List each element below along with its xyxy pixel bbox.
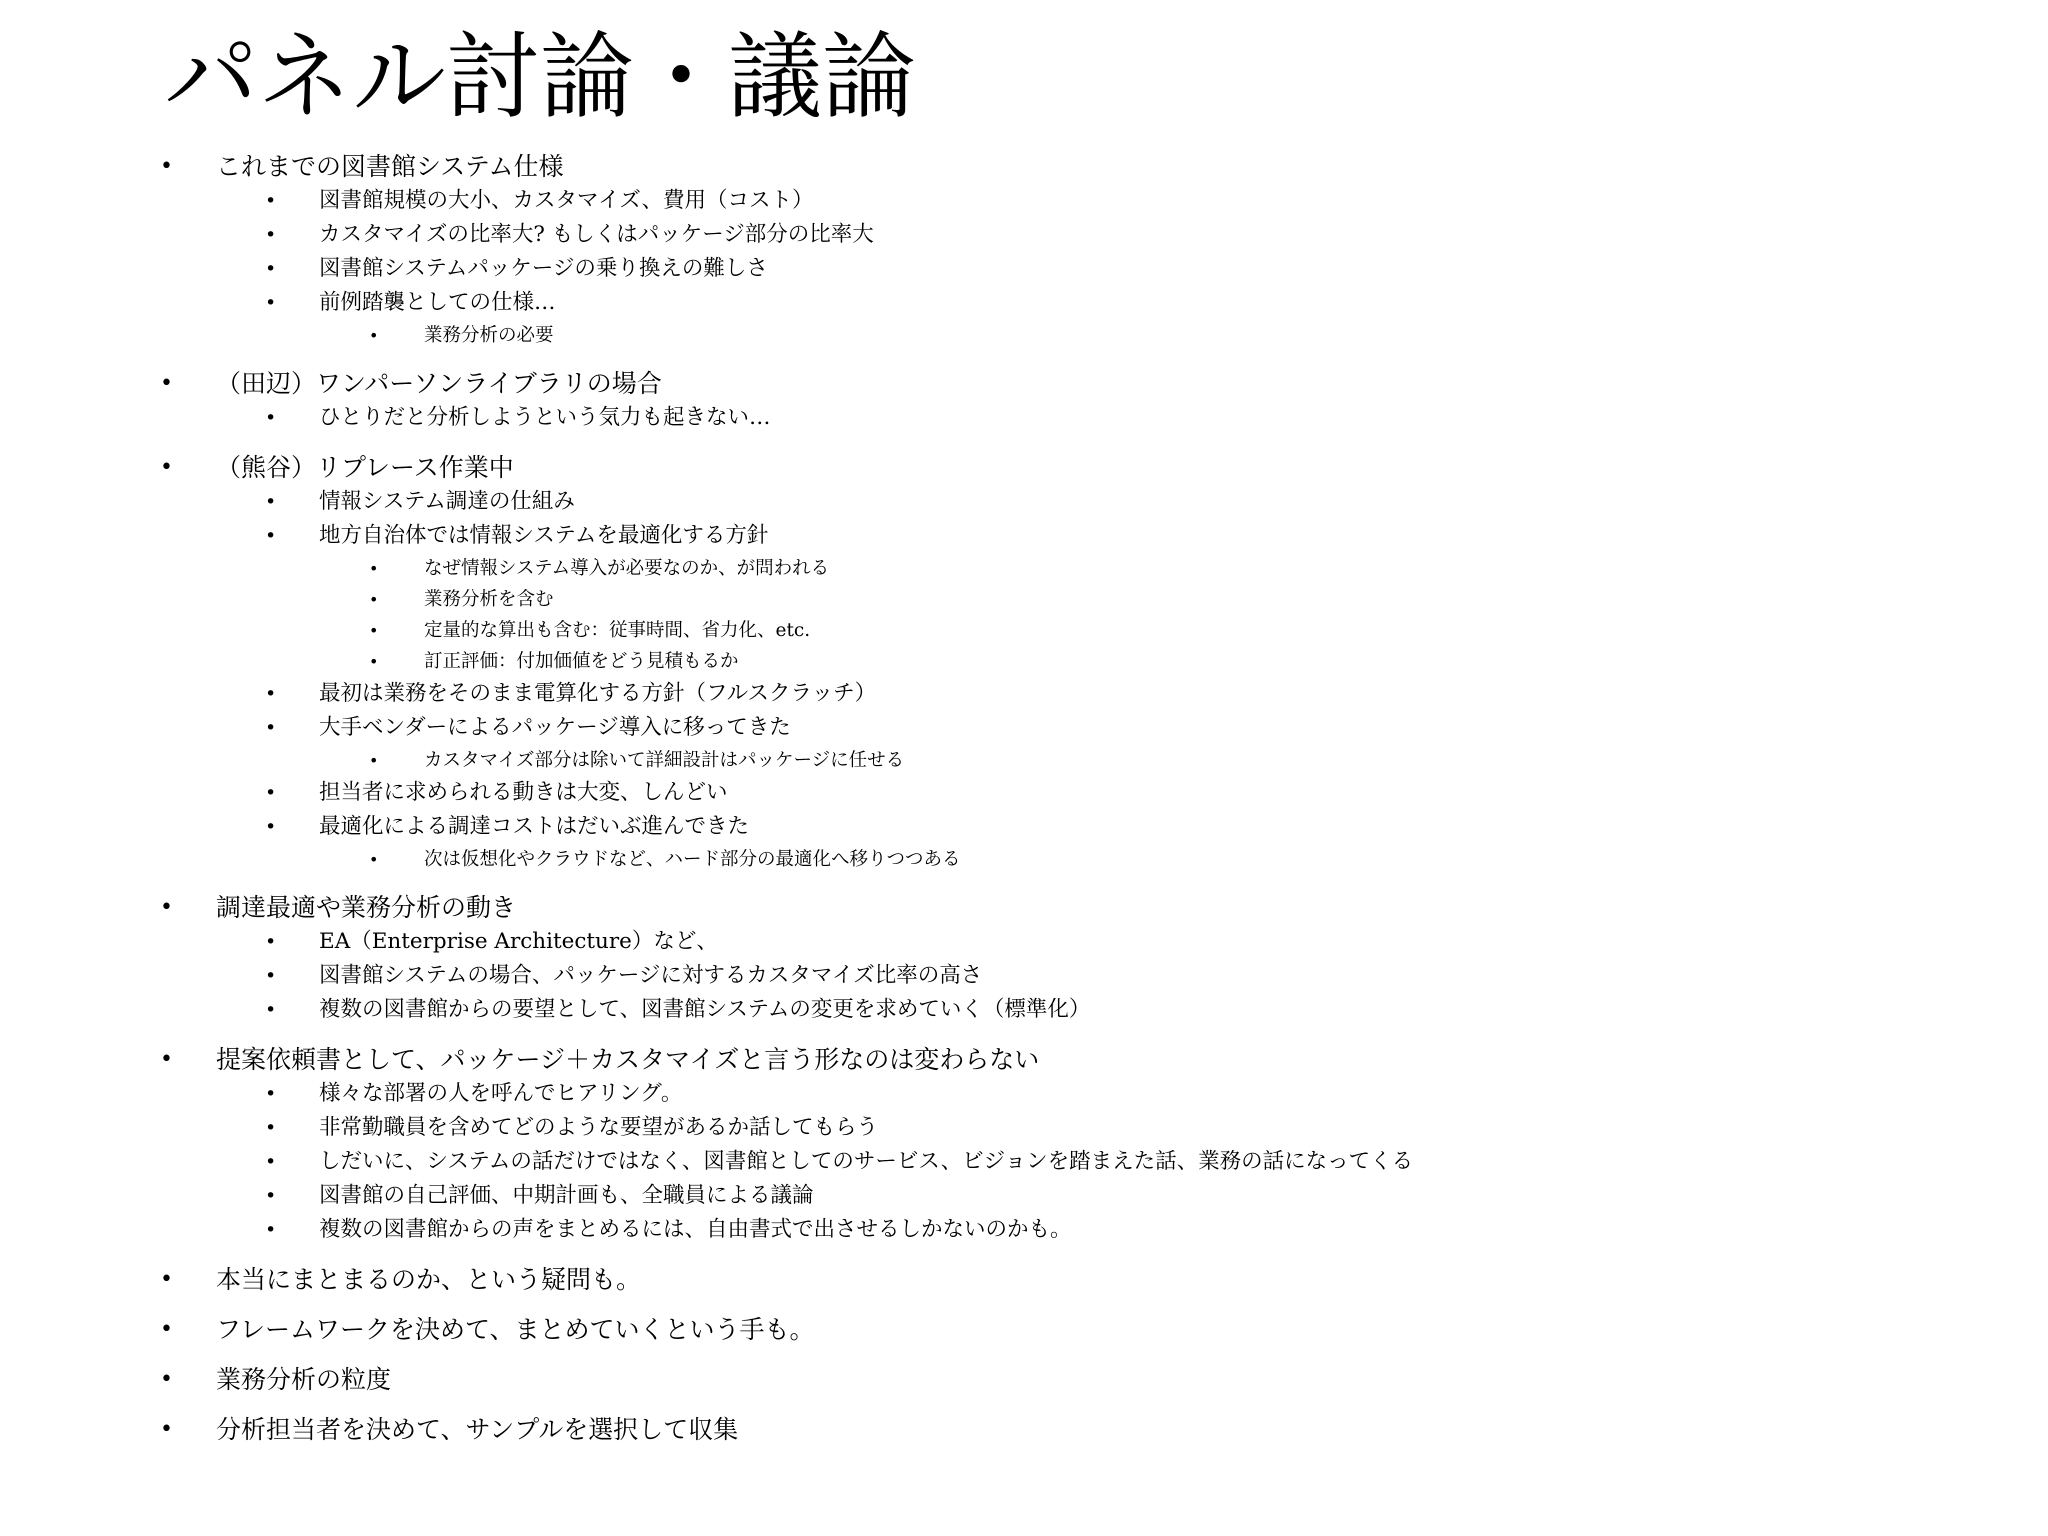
bullet-dot-icon: •: [265, 1219, 277, 1241]
bullet-dot-icon: •: [369, 621, 379, 640]
bullet-dot-icon: •: [160, 1267, 173, 1292]
bullet-item-level-2: [0, 925, 2048, 959]
bullet-item-level-1: [0, 150, 2048, 184]
bullet-item-level-2: [0, 401, 2048, 435]
bullet-item-level-3: [0, 844, 2048, 875]
bullet-text: フレームワークを決めて、まとめていくという手も。: [216, 1315, 815, 1344]
bullet-text: 最初は業務をそのまま電算化する方針（フルスクラッチ）: [319, 681, 877, 706]
bullet-item-level-2: [0, 810, 2048, 844]
bullet-text: 図書館システムの場合、パッケージに対するカスタマイズ比率の高さ: [319, 963, 983, 988]
bullet-item-level-3: [0, 553, 2048, 584]
bullet-text: EA（Enterprise Architecture）など、: [319, 929, 718, 954]
bullet-dot-icon: •: [265, 1117, 277, 1139]
bullet-dot-icon: •: [160, 154, 173, 179]
bullet-item-level-1: [0, 451, 2048, 485]
bullet-text: （田辺）ワンパーソンライブラリの場合: [216, 369, 662, 398]
bullet-item-level-2: [0, 1179, 2048, 1213]
bullet-item-level-2: [0, 286, 2048, 320]
bullet-text: 図書館規模の大小、カスタマイズ、費用（コスト）: [319, 188, 814, 213]
bullet-item-level-2: [0, 993, 2048, 1027]
bullet-text: 非常勤職員を含めてどのような要望があるか話してもらう: [319, 1115, 879, 1140]
bullet-dot-icon: •: [160, 1367, 173, 1392]
bullet-text: 様々な部署の人を呼んでヒアリング。: [319, 1081, 683, 1106]
bullet-text: 調達最適や業務分析の動き: [216, 893, 517, 922]
bullet-text: 本当にまとまるのか、という疑問も。: [216, 1265, 642, 1294]
bullet-dot-icon: •: [369, 559, 379, 578]
bullet-dot-icon: •: [160, 895, 173, 920]
bullet-dot-icon: •: [369, 590, 379, 609]
bullet-outline: [0, 150, 2048, 1447]
bullet-text: 複数の図書館からの声をまとめるには、自由書式で出させるしかないのかも。: [319, 1217, 1072, 1242]
bullet-item-level-1: [0, 1263, 2048, 1297]
bullet-text: 定量的な算出も含む：従事時間、省力化、etc.: [424, 620, 811, 641]
bullet-text: 次は仮想化やクラウドなど、ハード部分の最適化へ移りつつある: [424, 849, 961, 870]
bullet-dot-icon: •: [160, 1317, 173, 1342]
bullet-text: 業務分析を含む: [424, 589, 554, 610]
bullet-dot-icon: •: [265, 965, 277, 987]
bullet-item-level-3: [0, 584, 2048, 615]
bullet-dot-icon: •: [265, 999, 277, 1021]
bullet-item-level-2: [0, 184, 2048, 218]
bullet-text: 訂正評価：付加価値をどう見積もるか: [424, 651, 739, 672]
bullet-text: 前例踏襲としての仕様…: [319, 290, 556, 315]
bullet-item-level-2: [0, 677, 2048, 711]
bullet-item-level-2: [0, 1077, 2048, 1111]
bullet-text: 複数の図書館からの要望として、図書館システムの変更を求めていく（標準化）: [319, 997, 1091, 1022]
bullet-dot-icon: •: [160, 371, 173, 396]
bullet-item-level-3: [0, 615, 2048, 646]
bullet-dot-icon: •: [265, 407, 277, 429]
bullet-dot-icon: •: [265, 717, 277, 739]
bullet-text: 業務分析の必要: [424, 325, 554, 346]
bullet-text: 分析担当者を決めて、サンプルを選択して収集: [216, 1415, 739, 1444]
bullet-item-level-1: [0, 1363, 2048, 1397]
bullet-dot-icon: •: [265, 491, 277, 513]
bullet-dot-icon: •: [265, 782, 277, 804]
bullet-dot-icon: •: [265, 1185, 277, 1207]
bullet-text: 担当者に求められる動きは大変、しんどい: [319, 780, 728, 805]
bullet-item-level-2: [0, 519, 2048, 553]
bullet-text: 提案依頼書として、パッケージ＋カスタマイズと言う形なのは変わらない: [216, 1045, 1040, 1074]
bullet-dot-icon: •: [369, 751, 379, 770]
bullet-dot-icon: •: [265, 258, 277, 280]
bullet-dot-icon: •: [265, 816, 277, 838]
bullet-item-level-2: [0, 1145, 2048, 1179]
bullet-text: なぜ情報システム導入が必要なのか、が問われる: [424, 558, 830, 579]
bullet-text: 地方自治体では情報システムを最適化する方針: [319, 523, 769, 548]
bullet-text: 業務分析の粒度: [216, 1365, 392, 1394]
bullet-text: カスタマイズの比率大? もしくはパッケージ部分の比率大: [319, 222, 874, 247]
bullet-dot-icon: •: [265, 292, 277, 314]
slide-title: パネル討論・議論: [164, 23, 917, 132]
bullet-dot-icon: •: [160, 1417, 173, 1442]
bullet-item-level-2: [0, 218, 2048, 252]
bullet-item-level-3: [0, 646, 2048, 677]
bullet-item-level-1: [0, 891, 2048, 925]
bullet-dot-icon: •: [160, 1047, 173, 1072]
bullet-dot-icon: •: [265, 931, 277, 953]
bullet-item-level-2: [0, 1213, 2048, 1247]
bullet-text: しだいに、システムの話だけではなく、図書館としてのサービス、ビジョンを踏まえた話、業務の話になってくる: [319, 1149, 1414, 1174]
bullet-dot-icon: •: [265, 525, 277, 547]
bullet-item-level-2: [0, 711, 2048, 745]
bullet-item-level-1: [0, 1313, 2048, 1347]
bullet-text: ひとりだと分析しようという気力も起きない…: [319, 405, 771, 430]
bullet-item-level-2: [0, 1111, 2048, 1145]
bullet-text: （熊谷）リプレース作業中: [216, 453, 514, 482]
bullet-dot-icon: •: [265, 224, 277, 246]
bullet-dot-icon: •: [265, 1151, 277, 1173]
bullet-item-level-2: [0, 776, 2048, 810]
bullet-text: カスタマイズ部分は除いて詳細設計はパッケージに任せる: [424, 750, 905, 771]
bullet-text: 図書館システムパッケージの乗り換えの難しさ: [319, 256, 768, 281]
bullet-item-level-3: [0, 320, 2048, 351]
bullet-dot-icon: •: [265, 190, 277, 212]
bullet-dot-icon: •: [265, 1083, 277, 1105]
bullet-text: 大手ベンダーによるパッケージ導入に移ってきた: [319, 715, 791, 740]
bullet-item-level-2: [0, 959, 2048, 993]
bullet-text: 最適化による調達コストはだいぶ進んできた: [319, 814, 750, 839]
bullet-item-level-1: [0, 367, 2048, 401]
bullet-item-level-2: [0, 252, 2048, 286]
bullet-dot-icon: •: [369, 850, 379, 869]
bullet-text: 情報システム調達の仕組み: [319, 489, 575, 514]
bullet-dot-icon: •: [265, 683, 277, 705]
bullet-item-level-1: [0, 1043, 2048, 1077]
bullet-dot-icon: •: [369, 326, 379, 345]
bullet-dot-icon: •: [160, 455, 173, 480]
bullet-item-level-1: [0, 1413, 2048, 1447]
bullet-text: これまでの図書館システム仕様: [216, 152, 564, 181]
bullet-item-level-2: [0, 485, 2048, 519]
bullet-dot-icon: •: [369, 652, 379, 671]
bullet-text: 図書館の自己評価、中期計画も、全職員による議論: [319, 1183, 814, 1208]
bullet-item-level-3: [0, 745, 2048, 776]
